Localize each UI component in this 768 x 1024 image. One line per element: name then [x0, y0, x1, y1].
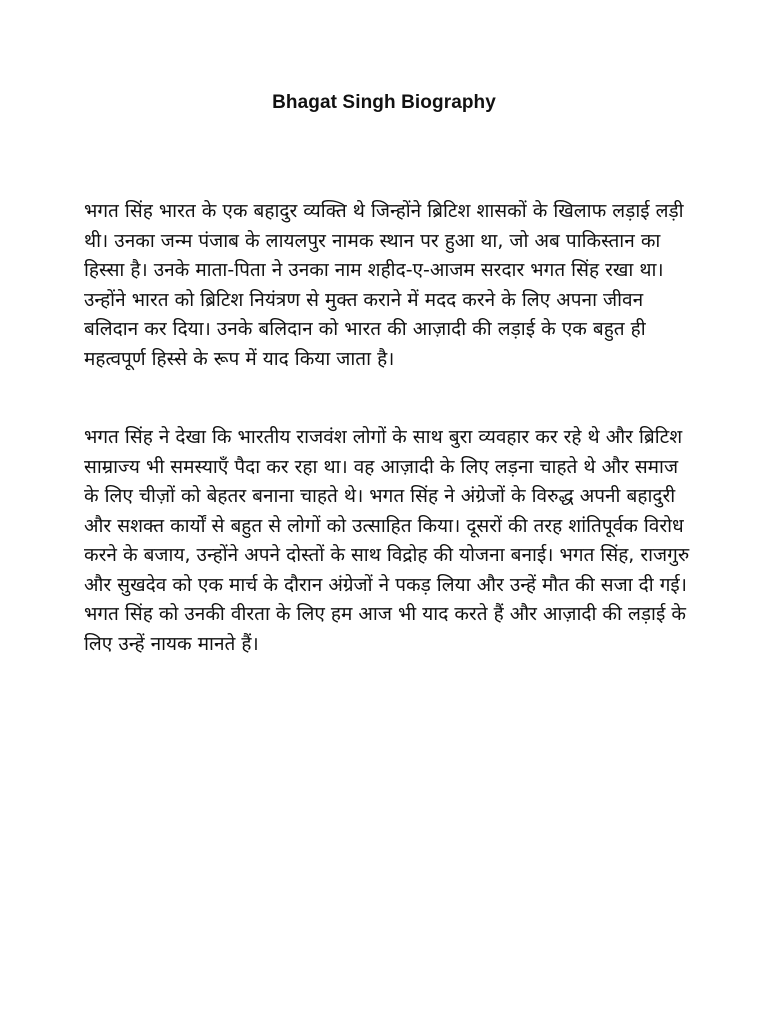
paragraph-1: भगत सिंह भारत के एक बहादुर व्यक्ति थे जिन्होंने ब्रिटिश शासकों के खिलाफ लड़ाई लड़ी थी। उनका जन्म पंजाब के लायलपुर नामक स्थान पर हुआ था, जो अब पाकिस्तान का हिस्सा है। उनके माता-पिता ने उनका नाम शहीद-ए-आजम सरदार भगत सिंह रखा था। उन्होंने भारत को ब्रिटिश नियंत्रण से मुक्त कराने में मदद करने के लिए अपना जीवन बलिदान कर दिया। उनके बलिदान को भारत की आज़ादी की लड़ाई के एक बहुत ही महत्वपूर्ण हिस्से के रूप में याद किया जाता है।: [84, 200, 684, 370]
document-title: Bhagat Singh Biography: [272, 92, 496, 113]
paragraph-2: भगत सिंह ने देखा कि भारतीय राजवंश लोगों के साथ बुरा व्यवहार कर रहे थे और ब्रिटिश साम्राज्य भी समस्याएँ पैदा कर रहा था। वह आज़ादी के लिए लड़ना चाहते थे और समाज के लिए चीज़ों को बेहतर बनाना चाहते थे। भगत सिंह ने अंग्रेजों के विरुद्ध अपनी बहादुरी और सशक्त कार्यों से बहुत से लोगों को उत्साहित किया। दूसरों की तरह शांतिपूर्वक विरोध करने के बजाय, उन्होंने अपने दोस्तों के साथ विद्रोह की योजना बनाई। भगत सिंह, राजगुरु और सुखदेव को एक मार्च के दौरान अंग्रेजों ने पकड़ लिया और उन्हें मौत की सजा दी गई। भगत सिंह को उनकी वीरता के लिए हम आज भी याद करते हैं और आज़ादी की लड़ाई के लिए उन्हें नायक मानते हैं।: [84, 426, 690, 655]
